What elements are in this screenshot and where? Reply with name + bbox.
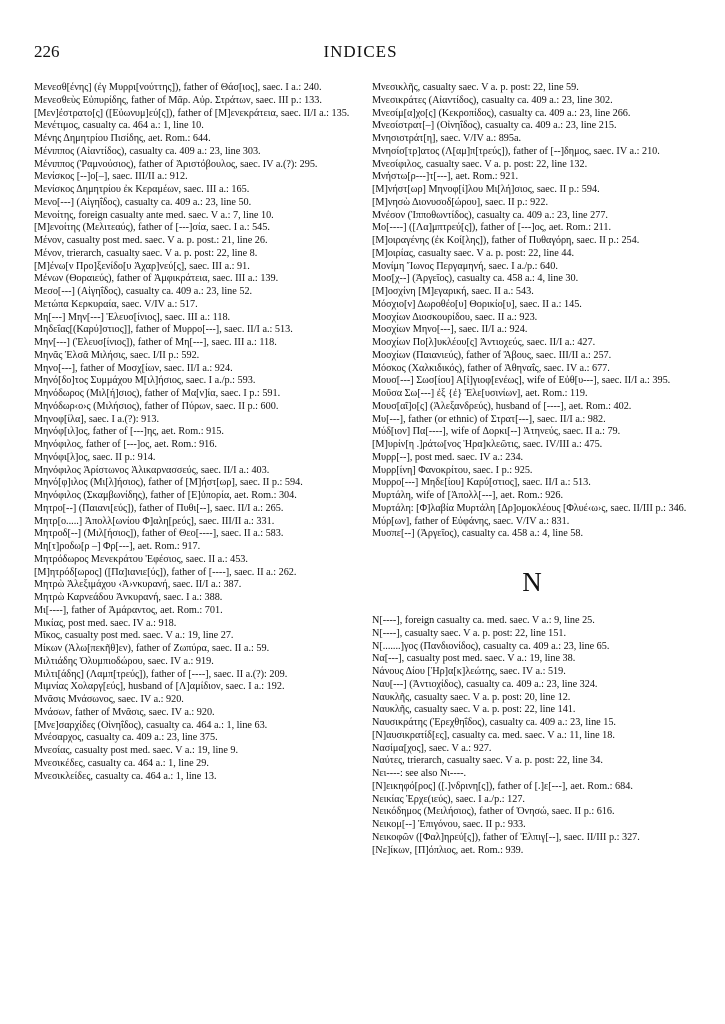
index-entry: Μυρτάλη: [Φ]λαβία Μυρτάλη [Δρ]ομοκλέους [Φλυέ‹ω›ς, saec. II/III p.: 346. [372, 502, 687, 514]
index-entry: [Μ]οσχίνη [Μ]εγαρική, saec. II a.: 543. [372, 286, 534, 297]
index-entry: Μουσ[αῖ]ο[ς] (Ἀλεξανδρεύς), husband of [----], aet. Rom.: 402. [372, 400, 632, 412]
index-entry: Μνέσον (Ἱπποθωντίδος), casualty ca. 409 a.: 23, line 277. [372, 209, 608, 221]
index-entry: [Ν]αυσικρατίδ[ες], casualty ca. med. saec. V a.: 11, line 18. [372, 729, 615, 741]
index-entry: Νεικόδημος (Μειλήσιος), father of Ὀνησώ, saec. II p.: 616. [372, 806, 615, 818]
index-entry: Μενέτιμος, casualty ca. 464 a.: 1, line 10. [34, 120, 204, 132]
index-entry: Ναυ[---] (Ἀντιοχίδος), casualty ca. 409 a.: 23, line 324. [372, 678, 598, 690]
index-entry: Μοσχίων Μηνο[---], saec. II/I a.: 924. [372, 324, 528, 336]
index-entry: Μυρρ[--], post med. saec. IV a.: 234. [372, 451, 524, 463]
index-entry: Μένιππος (Ῥαμνούσιος), father of Ἀριστόβουλος, saec. IV a.(?): 295. [34, 158, 318, 170]
index-entry: Μητροδ[--] (Μιλ[ήσιος]), father of Θεο[----], saec. II a.: 583. [34, 528, 284, 540]
index-entry: Μιλτι[άδης] (Λαμπ[τρεύς]), father of [----], saec. II a.(?): 209. [34, 668, 288, 680]
page-number: 226 [34, 42, 60, 61]
index-entry: Μένιππος (Αἰαντίδος), casualty ca. 409 a.: 23, line 303. [34, 145, 261, 157]
index-entry: Μενεσθεὺς Εὐπυρίδης, father of Μᾶρ. Αὐρ. Στράτων, saec. III p.: 133. [34, 94, 322, 106]
index-entry: Μηνόφιλος, father of [---]ος, aet. Rom.: 916. [34, 439, 217, 450]
index-entry: Νει----: see also Νι----. [372, 768, 467, 779]
index-entry: Ν[.......]γος (Πανδιονίδος), casualty ca. 409 a.: 23, line 65. [372, 640, 610, 652]
index-entry: Μητρο[--] (Παιανι[εύς]), father of Πυθι[--], saec. II/I a.: 265. [34, 502, 284, 514]
index-entry: Μύδ[ιον] Πα[----], wife of Δορκι[--] Ἀτηνεύς, saec. II a.: 79. [372, 426, 621, 438]
index-entry: Μιλτιάδης Ὀλυμπιοδώρου, saec. IV a.: 919. [34, 655, 214, 667]
index-entry: Μο[----] ([Λα]μπτρεύ[ς]), father of [---]ος, aet. Rom.: 211. [372, 222, 612, 234]
index-entry: [Μ]υρίν[η .]ράτω[νος Ἡρα]κλεῶτις, saec. IV/III a.: 475. [372, 439, 603, 450]
index-entry: [Ν]εικηφό[ρος] ([.]νδρινη[ς]), father of [.]ε[---], aet. Rom.: 684. [372, 780, 633, 792]
index-entry: [Μ]ένω[ν Προ]ξενίδο[υ Ἀχαρ]νεύ[ς], saec. III a.: 91. [34, 260, 250, 272]
index-entry: [Μ]ητρόδ[ωρος] ([Πα]ιανιε[ύς]), father of [----], saec. II a.: 262. [34, 566, 297, 578]
index-entry: Μενεσθ[ένης] (ἐγ Μυρρι[νούττης]), father of Θάσ[ιος], saec. I a.: 240. [34, 82, 322, 93]
index-entry: Νάνους Δίου [Ἡρ]α[κ]λεώτης, saec. IV a.: 519. [372, 666, 566, 677]
index-entry: Μυσπε[--] (Ἀργεῖος), casualty ca. 458 a.: 4, line 58. [372, 528, 584, 540]
index-entry: Μενοίτης, foreign casualty ante med. saec. V a.: 7, line 10. [34, 209, 274, 221]
right-column [372, 82, 692, 857]
index-entry: Μοσχίων (Παιανιεύς), father of Ἄβους, saec. III/II a.: 257. [372, 349, 612, 361]
index-entry: Μυ[---], father (or ethnic) of Στρατ[---], saec. II/I a.: 982. [372, 413, 606, 425]
index-entry: Ν[----], casualty saec. V a. p. post: 22, line 151. [372, 627, 566, 639]
index-entry: Να[---], casualty post med. saec. V a.: 19, line 38. [372, 653, 576, 665]
index-entry: Μικίας, post med. saec. IV a.: 918. [34, 617, 177, 629]
index-entry: Μνεσικράτες (Αἰαντίδος), casualty ca. 409 a.: 23, line 302. [372, 94, 613, 106]
index-entry: Μηνό[φ]ιλος (Μι[λ]ήσιος), father of [Μ]ήστ[ωρ], saec. II p.: 594. [34, 477, 303, 489]
index-entry: [Νε]ίκων, [Π]όπλιος, aet. Rom.: 939. [372, 844, 524, 856]
index-entry: Νασίμα[χος], saec. V a.: 927. [372, 742, 492, 754]
index-entry: Μοσχίων Διοσκουρίδου, saec. II a.: 923. [372, 311, 538, 323]
index-entry: Μενίσκος Δημητρίου ἐκ Κεραμέων, saec. III a.: 165. [34, 184, 250, 195]
index-entry: Ν[----], foreign casualty ca. med. saec. V a.: 9, line 25. [372, 615, 595, 626]
index-entry: Μι[----], father of Ἀμάραντος, aet. Rom.: 701. [34, 604, 223, 616]
index-entry: Μη[---] Μην[---] Ἐλευσ[ίνιος], saec. III a.: 118. [34, 311, 231, 323]
index-entry: Μύρ[ων], father of Εὐφάνης, saec. V/IV a.: 831. [372, 515, 570, 527]
index-entry: Μνεσίμ[α]χο[ς] (Κεκροπίδος), casualty ca. 409 a.: 23, line 266. [372, 107, 631, 119]
index-entry: Μηδεΐας[(Καρύ]στιος]], father of Μυρρο[---], saec. II/I a.: 513. [34, 324, 293, 336]
index-entry: Μνησίσ[τρ]ατος (Λ[αμ]π[τρεύς]), father of [--]δημος, saec. IV a.: 210. [372, 145, 660, 157]
index-entry: Μένον, trierarch, casualty saec. V a. p. post: 22, line 8. [34, 247, 258, 259]
index-entry: Μένης Δημητρίου Πισίδης, aet. Rom.: 644. [34, 133, 211, 144]
index-entry: Μετώπα Κερκυραία, saec. V/IV a.: 517. [34, 298, 198, 310]
index-entry: Μένων (Θοραιεύς), father of Ἀμφικράτεια, saec. III a.: 139. [34, 273, 279, 285]
index-entry: Μνάσων, father of Μνᾶσις, saec. IV a.: 920. [34, 706, 215, 718]
index-entry: Μνεσίας, casualty post med. saec. V a.: 19, line 9. [34, 745, 239, 756]
index-entry: Μυρτάλη, wife of [Ἀπολλ[---], aet. Rom.: 926. [372, 490, 564, 501]
page-title: INDICES [323, 42, 398, 61]
index-entry: Μην[---] (Ἐλευσ[ίνιος]), father of Μη[---], saec. III a.: 118. [34, 337, 277, 348]
index-entry: Μηνόφιλος Ἀρίστωνος Ἁλικαρνασσεύς, saec. II/I a.: 403. [34, 464, 270, 476]
index-entry: Μη[τ]ροδω[ρ –] Φρ[---], aet. Rom.: 917. [34, 541, 201, 552]
index-entry: Μῖκος, casualty post med. saec. V a.: 19, line 27. [34, 630, 234, 642]
index-entry: Μυρρο[---] Μηδε[ίου] Καρύ[στιος], saec. II/I a.: 513. [372, 477, 591, 489]
page-header [34, 42, 687, 68]
index-entry: Ναυσικράτης (Ἐρεχθηΐδος), casualty ca. 409 a.: 23, line 15. [372, 717, 616, 728]
index-entry: Νεικίας Ἐρχε(ιεύς), saec. I a./p.: 127. [372, 793, 525, 805]
index-entry: Μοσχίων Πο[λ]υκλέου[ς] Ἀντιοχεύς, saec. II/I a.: 427. [372, 337, 596, 348]
index-entry: Μονίμη Ἴωνος Περγαμηνή, saec. I a./p.: 640. [372, 260, 558, 272]
index-entry: Μοῦσα Σω[---] ἐξ {ἐ} Ἐλε[υσινίων], aet. Rom.: 119. [372, 388, 588, 399]
index-entry: Μηνόφι[λ]ος, saec. II p.: 914. [34, 451, 156, 463]
index-entry: Ναύτες, trierarch, casualty saec. V a. p. post: 22, line 34. [372, 755, 603, 767]
index-entry: Μηνό[δο]τος Συμμάχου Μ[ιλ]ήσιος, saec. I a./p.: 593. [34, 375, 256, 387]
index-entry: Μνᾶσις Μνάσωνος, saec. IV a.: 920. [34, 694, 184, 705]
index-entry: Μνήστω[ρ---]τ[---], aet. Rom.: 921. [372, 171, 519, 183]
index-entry: [Μ]ενοίτης (Μελιτεαύς), father of [---]σία, saec. I a.: 545. [34, 222, 270, 234]
index-entry: Ναυκλῆς, casualty saec. V a. p. post: 20, line 12. [372, 691, 571, 703]
left-column [34, 82, 368, 783]
index-entry: Μηνόδωρ‹ο›ς (Μιλήσιος), father of Πύρων, saec. II p.: 600. [34, 400, 279, 412]
index-entry: [Μνε]σαρχίδες (Οἰνηΐδος), casualty ca. 464 a.: 1, line 63. [34, 719, 268, 731]
m-entries [372, 82, 692, 541]
index-entry: Μνησιστράτ[η], saec. V/IV a.: 895a. [372, 133, 522, 144]
index-entry: Μνεσικέδες, casualty ca. 464 a.: 1, line 29. [34, 757, 209, 769]
index-entry: [Μ]οιρίας, casualty saec. V a. p. post: 22, line 44. [372, 247, 575, 259]
index-entry: Μηνόδωρος (Μιλ[ή]σιος), father of Μα[ν]ία, saec. I p.: 591. [34, 388, 281, 399]
index-entry: Μόσκος (Χαλκιδικός), father of Ἀθηναΐς, saec. IV a.: 677. [372, 362, 610, 374]
index-entry: Μνέσαρχος, casualty ca. 409 a.: 23, line 375. [34, 732, 218, 744]
index-entry: Μυρρ[ίνη] Φανοκρίτου, saec. I p.: 925. [372, 464, 533, 476]
index-entry: Μηνοφ[ίλα], saec. I a.(?): 913. [34, 413, 160, 425]
index-entry: Μένον, casualty post med. saec. V a. p. post.: 21, line 26. [34, 235, 268, 246]
index-entry: Νεικοφῶν ([Φαλ]ηρεύ[ς]), father of Ἐλπιγ[--], saec. II/III p.: 327. [372, 831, 640, 843]
section-letter: N [522, 567, 542, 597]
index-entry: Μιμνίας Χολαργ[εύς], husband of [Λ]αμίδιον, saec. I a.: 192. [34, 681, 285, 693]
index-entry: Μνεσίφιλος, casualty saec. V a. p. post: 22, line 132. [372, 158, 588, 170]
index-entry: Μητρόδωρος Μενεκράτου Ἐφέσιος, saec. II a.: 453. [34, 553, 248, 565]
index-entry: Μουσ[---] Σωσ[ίου] Α[ἰ]γιοφ[ενέως], wife of Εὐθ[υ---], saec. II/I a.: 395. [372, 375, 671, 387]
index-entry: Μοσ[χ--] (Ἀργεῖος), casualty ca. 458 a.: 4, line 30. [372, 273, 579, 285]
index-entry: Ναυκλῆς, casualty saec. V a. p. post: 22, line 141. [372, 704, 576, 716]
index-entry: Μηνόφιλος (Σκαμβωνίδης), father of [Ε]ὐπορία, aet. Rom.: 304. [34, 490, 297, 501]
index-entry: Μενο[---] (Αἰγηΐδος), casualty ca. 409 a.: 23, line 50. [34, 196, 252, 208]
index-entry: [Μ]νησὼ Διονυσοδ[ώρου], saec. II p.: 922. [372, 196, 548, 208]
index-entry: Μνεσικλείδες, casualty ca. 464 a.: 1, line 13. [34, 770, 217, 782]
index-entry: Μηνόφ[ιλ]ος, father of [---]ης, aet. Rom.: 915. [34, 426, 224, 438]
index-entry: Μητρὼ Ἀλεξιμάχου ‹Ἀ›νκυρανή, saec. II/I a.: 387. [34, 579, 242, 591]
index-entry: Μηνο[---], father of Μοσχ[ίων, saec. II/I a.: 924. [34, 362, 233, 374]
index-entry: [Μ]νήστ[ωρ] Μηνοφ[ί]λου Μι[λή]σιος, saec. II p.: 594. [372, 184, 600, 195]
index-entry: [Μεν]έστρατο[ς] ([Εὐωνυμ]εύ[ς]), father of [Μ]ενεκράτεια, saec. II/I a.: 135. [34, 107, 350, 119]
index-entry: Μίκων (Ἀλω[πεκῆθ]εν), father of Ζωπύρα, saec. II a.: 59. [34, 643, 270, 654]
n-entries [372, 615, 692, 857]
index-entry: [Μ]οιραγένης (ἐκ Κοί[λης]), father of Πυθαγόρη, saec. II p.: 254. [372, 235, 640, 246]
index-entry: Μενίσκος [--]ο[–], saec. III/II a.: 912. [34, 171, 188, 183]
index-entry: Μηνᾶς Ἐλσᾶ Μιλήσις, saec. I/II p.: 592. [34, 349, 200, 361]
index-entry: Μνεσίστρατ[–] (Οἰνηΐδος), casualty ca. 409 a.: 23, line 215. [372, 120, 617, 132]
index-entry: Μητρὼ Καρνεάδου Ἀνκυρανή, saec. I a.: 388. [34, 592, 223, 603]
index-entry: Νεικομ[--] Ἐπιγόνου, saec. II p.: 933. [372, 819, 526, 830]
index-entry: Μόσχιο[ν] Δωροθέο[υ] Θορικίο[υ], saec. II a.: 145. [372, 298, 582, 310]
index-entry: Μητρ[ο.....] Ἀπολλ[ωνίου Φ]αλη[ρεύς], saec. III/II a.: 331. [34, 515, 275, 527]
index-entry: Μνεσικλῆς, casualty saec. V a. p. post: 22, line 59. [372, 82, 579, 93]
index-entry: Μεσο[---] (Αἰγηΐδος), casualty ca. 409 a.: 23, line 52. [34, 286, 253, 297]
